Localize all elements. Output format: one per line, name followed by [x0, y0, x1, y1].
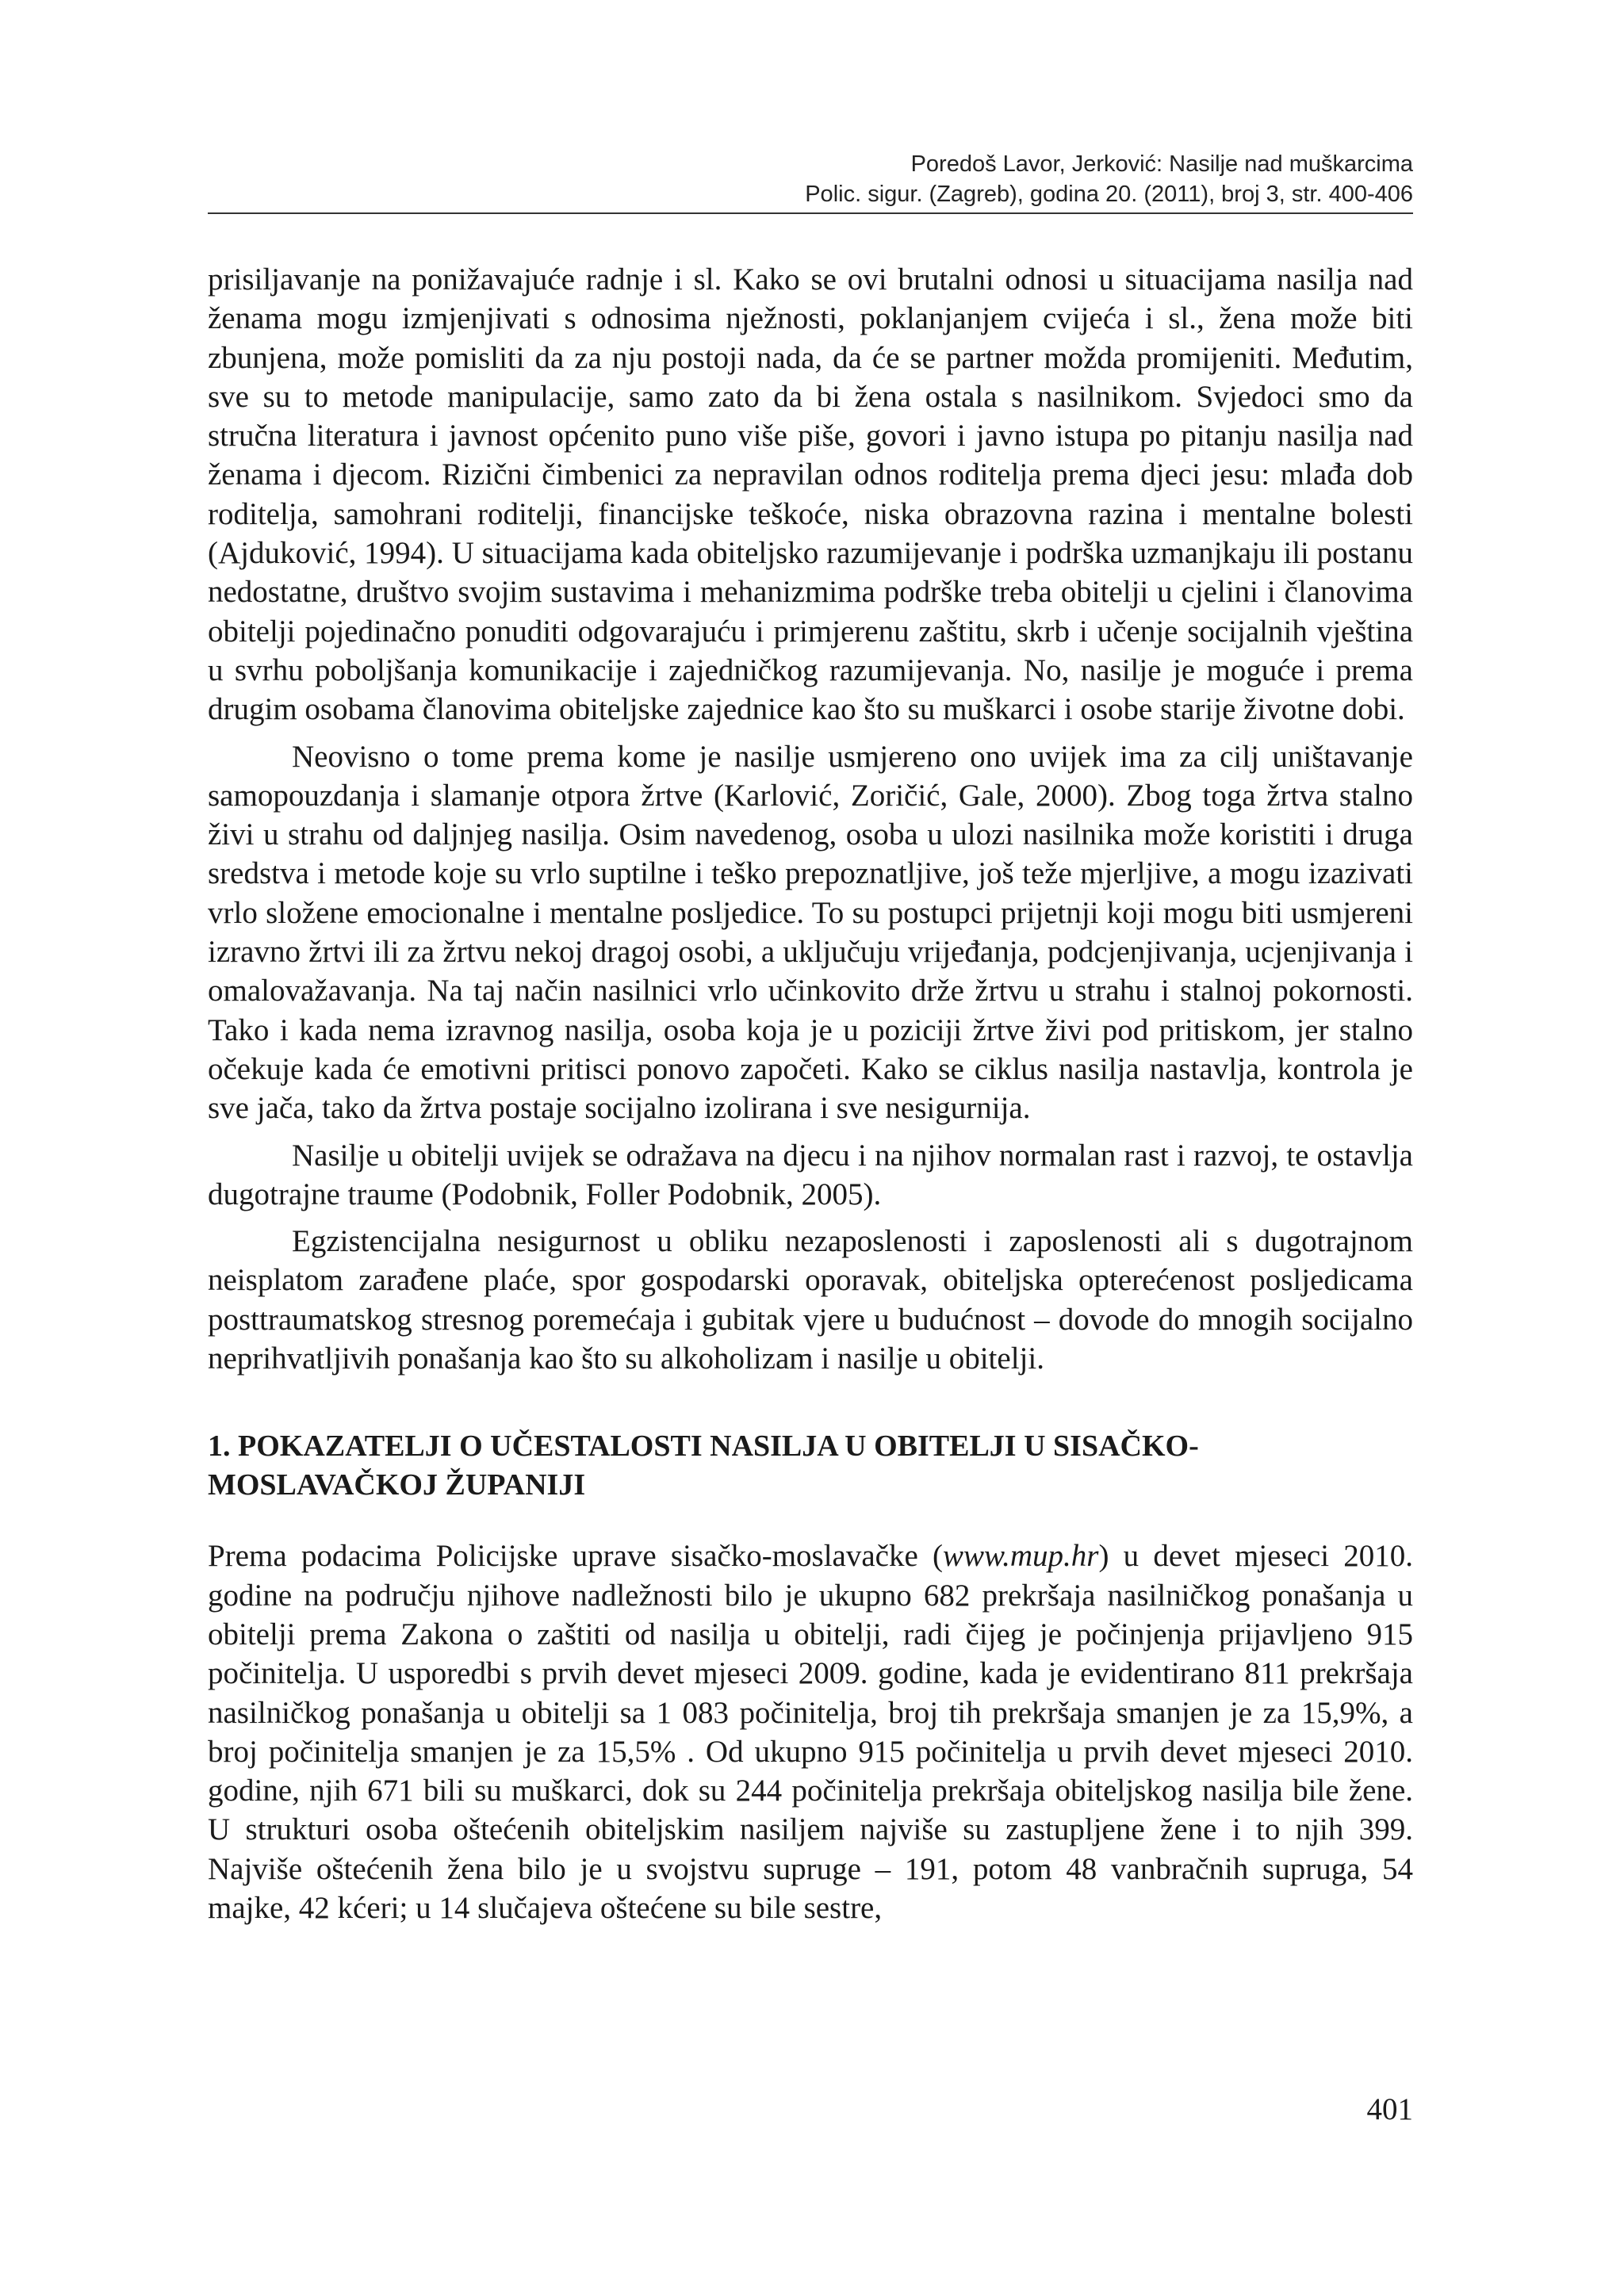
header-authors-title: Poredoš Lavor, Jerković: Nasilje nad muškarcima	[910, 151, 1413, 177]
section-heading: 1. POKAZATELJI O UČESTALOSTI NASILJA U OBITELJI U SISAČKO-MOSLAVAČKOJ ŽUPANIJI	[208, 1429, 1199, 1502]
section-paragraph	[208, 1536, 1413, 1927]
paragraph-2: Neovisno o tome prema kome je nasilje usmjereno ono uvijek ima za cilj uništavanje samopouzdanja i slamanje otpora žrtve (Karlović, Zoričić, Gale, 2000). Zbog toga žrtva stalno živi u strahu od daljnjeg nasilja. Osim navedenog, osoba u ulozi nasilnika može koristiti i druga sredstva i metode koje su vrlo suptilne i teško prepoznatljive, još teže mjerljive, a mogu izazivati vrlo složene emocionalne i mentalne posljedice. To su postupci prijetnji koji mogu biti usmjereni izravno žrtvi ili za žrtvu nekoj dragoj osobi, a uključuju vrijeđanja, podcjenjivanja, ucjenjivanja i omalovažavanja. Na taj način nasilnici vrlo učinkovito drže žrtvu u strahu i stalnoj pokornosti. Tako i kada nema izravnog nasilja, osoba koja je u poziciji žrtve živi pod pritiskom, jer stalno očekuje kada će emotivni pritisci ponovo započeti. Kako se ciklus nasilja nastavlja, kontrola je sve jača, tako da žrtva postaje socijalno izolirana i sve nesigurnija.	[208, 739, 1413, 1126]
header-divider	[208, 212, 1413, 214]
page-number: 401	[1366, 2092, 1413, 2126]
section-paragraph-rest: ) u devet mjeseci 2010. godine na području njihove nadležnosti bilo je ukupno 682 prekršaja nasilničkog ponašanja u obitelji prema Zakona o zaštiti od nasilja u obitelji, radi čijeg je počinjenja prijavljeno 915 počinitelja. U usporedbi s prvih devet mjeseci 2009. godine, kada je evidentirano 811 prekršaja nasilničkog ponašanja u obitelji sa 1 083 počinitelja, broj tih prekršaja smanjen je za 15,9%, a broj počinitelja smanjen je za 15,5% . Od ukupno 915 počinitelja u prvih devet mjeseci 2010. godine, njih 671 bili su muškarci, dok su 244 počinitelja prekršaja obiteljskog nasilja bile žene. U strukturi osoba oštećenih obiteljskim nasiljem najviše su zastupljene žene i to njih 399. Najviše oštećenih žena bilo je u svojstvu supruge – 191, potom 48 vanbračnih supruga, 54 majke, 42 kćeri; u 14 slučajeva oštećene su bile sestre,	[208, 1539, 1414, 1925]
running-header	[208, 149, 1413, 209]
section-paragraph-start: Prema podacima Policijske uprave sisačko-moslavačke (	[208, 1539, 943, 1574]
paragraph-3: Nasilje u obitelji uvijek se odražava na djecu i na njihov normalan rast i razvoj, te ostavlja dugotrajne traume (Podobnik, Foller Podobnik, 2005).	[208, 1138, 1413, 1211]
article-body	[208, 260, 1413, 1935]
header-citation: Polic. sigur. (Zagreb), godina 20. (2011), broj 3, str. 400-406	[805, 182, 1413, 207]
mup-website-link[interactable]: www.mup.hr	[942, 1539, 1099, 1574]
paragraph-1: prisiljavanje na ponižavajuće radnje i sl. Kako se ovi brutalni odnosi u situacijama nasilja nad ženama mogu izmjenjivati s odnosima nježnosti, poklanjanjem cvijeća i sl., žena može biti zbunjena, može pomisliti da za nju postoji nada, da će se partner možda promijeniti. Međutim, sve su to metode manipulacije, samo zato da bi žena ostala s nasilnikom. Svjedoci smo da stručna literatura i javnost općenito puno više piše, govori i javno istupa po pitanju nasilja nad ženama i djecom. Rizični čimbenici za nepravilan odnos roditelja prema djeci jesu: mlađa dob roditelja, samohrani roditelji, financijske teškoće, niska obrazovna razina i mentalne bolesti (Ajduković, 1994). U situacijama kada obiteljsko razumijevanje i podrška uzmanjkaju ili postanu nedostatne, društvo svojim sustavima i mehanizmima podrške treba obitelji u cjelini i članovima obitelji pojedinačno ponuditi odgovarajuću i primjerenu zaštitu, skrb i učenje socijalnih vještina u svrhu poboljšanja komunikacije i zajedničkog razumijevanja. No, nasilje je moguće i prema drugim osobama članovima obiteljske zajednice kao što su muškarci i osobe starije životne dobi.	[208, 262, 1413, 727]
paragraph-4: Egzistencijalna nesigurnost u obliku nezaposlenosti i zaposlenosti ali s dugotrajnom neisplatom zarađene plaće, spor gospodarski oporavak, obiteljska opterećenost posljedicama posttraumatskog stresnog poremećaja i gubitak vjere u budućnost – dovode do mnogih socijalno neprihvatljivih ponašanja kao što su alkoholizam i nasilje u obitelji.	[208, 1224, 1413, 1376]
